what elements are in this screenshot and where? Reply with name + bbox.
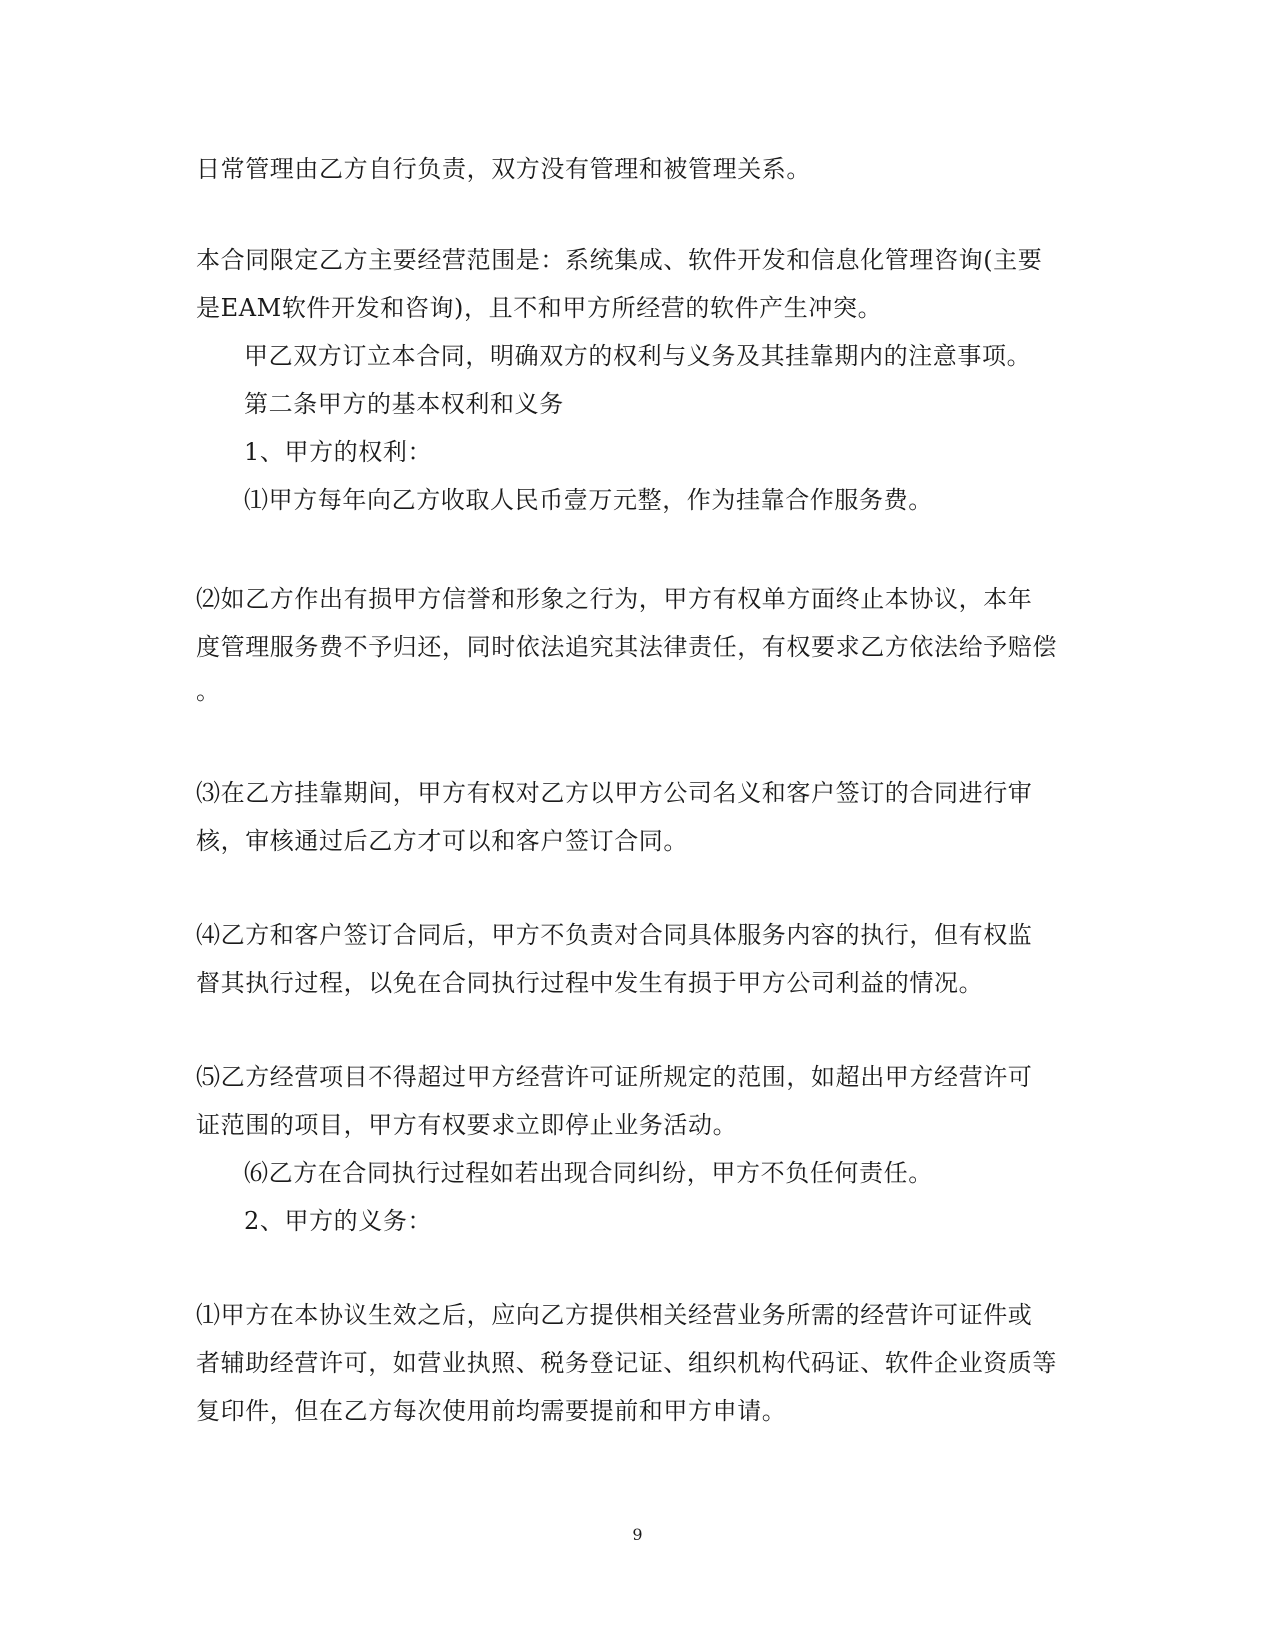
subsection-heading: 1、甲方的权利： — [244, 438, 433, 466]
text-line: 是EAM软件开发和咨询)，且不和甲方所经营的软件产生冲突。 — [196, 294, 883, 322]
text-line: 督其执行过程，以免在合同执行过程中发生有损于甲方公司利益的情况。 — [196, 969, 984, 997]
text-line: 度管理服务费不予归还，同时依法追究其法律责任，有权要求乙方依法给予赔偿 — [196, 633, 1057, 661]
text-line: 。 — [196, 677, 221, 705]
section-heading: 第二条甲方的基本权利和义务 — [244, 390, 564, 418]
text-line: ⑸乙方经营项目不得超过甲方经营许可证所规定的范围，如超出甲方经营许可 — [196, 1063, 1033, 1091]
text-line: ⑵如乙方作出有损甲方信誉和形象之行为，甲方有权单方面终止本协议，本年 — [196, 585, 1033, 613]
page-number: 9 — [632, 1525, 643, 1544]
text-line: 甲乙双方订立本合同，明确双方的权利与义务及其挂靠期内的注意事项。 — [244, 342, 1032, 370]
text-line: ⑴甲方在本协议生效之后，应向乙方提供相关经营业务所需的经营许可证件或 — [196, 1301, 1033, 1329]
text-line: 者辅助经营许可，如营业执照、税务登记证、组织机构代码证、软件企业资质等 — [196, 1349, 1057, 1377]
text-line: ⑹乙方在合同执行过程如若出现合同纠纷，甲方不负任何责任。 — [244, 1159, 933, 1187]
text-line: ⑷乙方和客户签订合同后，甲方不负责对合同具体服务内容的执行，但有权监 — [196, 921, 1033, 949]
text-line: ⑴甲方每年向乙方收取人民币壹万元整，作为挂靠合作服务费。 — [244, 486, 933, 514]
text-line: 核，审核通过后乙方才可以和客户签订合同。 — [196, 827, 688, 855]
text-line: 复印件，但在乙方每次使用前均需要提前和甲方申请。 — [196, 1397, 787, 1425]
text-line: 证范围的项目，甲方有权要求立即停止业务活动。 — [196, 1111, 738, 1139]
text-line: 本合同限定乙方主要经营范围是：系统集成、软件开发和信息化管理咨询(主要 — [196, 246, 1043, 274]
subsection-heading: 2、甲方的义务： — [244, 1207, 433, 1235]
text-line: 日常管理由乙方自行负责，双方没有管理和被管理关系。 — [196, 155, 811, 183]
text-line: ⑶在乙方挂靠期间，甲方有权对乙方以甲方公司名义和客户签订的合同进行审 — [196, 779, 1033, 807]
